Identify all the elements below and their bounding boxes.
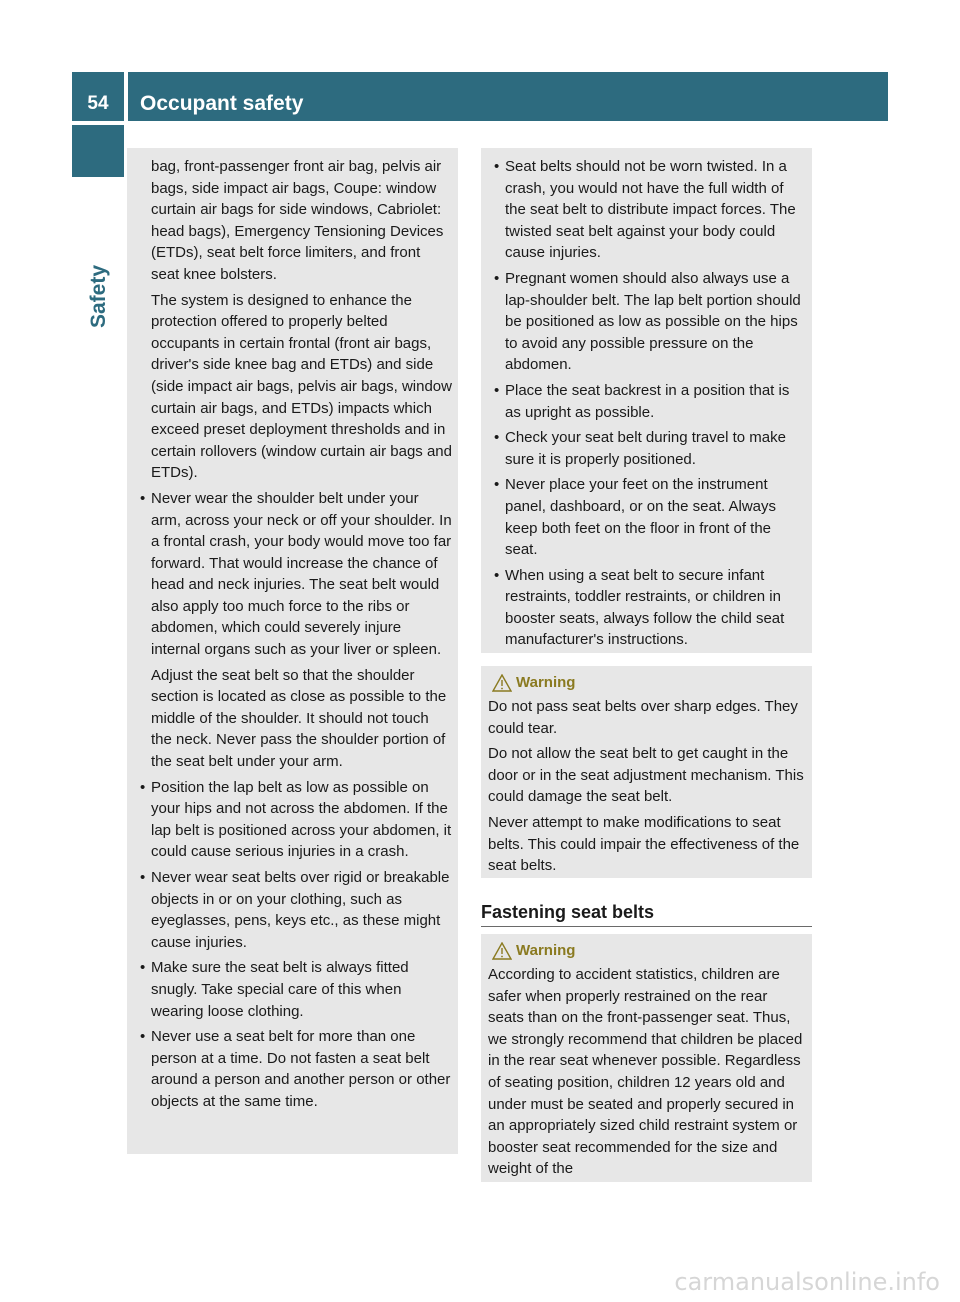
warning-triangle-icon [492,674,512,692]
page-title: Occupant safety [140,92,304,115]
intro-paragraph: bag, front-passenger front air bag, pelvis air bags, side impact air bags, Coupe: window curtain air bags for side windows, Cabriolet: head bags), Emergency Tensioning Devices (ETDs), seat belt force limiters, and front seat knee bolsters. [151,158,444,283]
warning-heading [488,672,806,694]
warning-title: Warning [516,942,576,959]
warning-text: According to accident statistics, children are safer when properly restrained on the rear seats than on the front-passenger seat. Thus, we strongly recommend that children be placed in the rear seat whenever possible. Regardless of seating position, children 12 years old and under must be seated and properly secured in an appropriately sized child restraint system or booster seat recommended for the size and weight of the [488,966,803,1178]
list-item: • Never place your feet on the instrument panel, dashboard, or on the seat. Always keep both feet on the floor in front of the seat. [487,474,806,560]
list-item: • When using a seat belt to secure infant restraints, toddler restraints, or children in booster seats, always follow the child seat manufacturer's instructions. [487,565,806,651]
warning-title: Warning [516,674,576,691]
list-item: • Place the seat backrest in a position that is as upright as possible. [487,380,806,423]
header-divider [124,72,128,121]
left-panel [127,148,458,1154]
side-tab-label: Safety [87,264,110,328]
warning-box [481,934,812,1182]
list-item: • Check your seat belt during travel to make sure it is properly positioned. [487,427,806,470]
list-item-continuation: Adjust the seat belt so that the shoulder section is located as close as possible to the middle of the shoulder. It should not touch the neck. Never pass the shoulder portion of the seat belt under your arm. [151,666,447,771]
system-paragraph: The system is designed to enhance the protection offered to properly belted occupants in certain frontal (front air bags, driver's side knee bag and ETDs) and side (side impact air bags, pelvis air bags, window curtain air bags, and ETDs) impacts which exceed preset deployment thresholds and in certain rollovers (window curtain air bags and ETDs). [151,291,452,482]
section-marker [72,125,124,177]
warning-text: Do not allow the seat belt to get caught in the door or in the seat adjustment mechanism. This could damage the seat belt. [488,745,804,806]
warning-text: Do not pass seat belts over sharp edges. They could tear. [488,698,798,737]
list-item: • Pregnant women should also always use a lap-shoulder belt. The lap belt portion should be positioned as low as possible on the hips to avoid any possible pressure on the abdomen. [487,268,806,376]
warning-box [481,666,812,878]
section-heading: Fastening seat belts [481,900,812,927]
watermark: carmanualsonline.info [674,1268,940,1296]
list-item: • Position the lap belt as low as possible on your hips and not across the abdomen. If the lap belt is positioned across your abdomen, it could cause serious injuries in a crash. [133,777,452,863]
list-item: • Make sure the seat belt is always fitted snugly. Take special care of this when wearing loose clothing. [133,957,452,1022]
right-panel [481,148,812,653]
list-item: • Never wear seat belts over rigid or breakable objects in or on your clothing, such as eyeglasses, pens, keys etc., as these might cause injuries. [133,867,452,953]
warning-text: Never attempt to make modifications to seat belts. This could impair the effectiveness of the seat belts. [488,813,800,875]
warning-triangle-icon [492,942,512,960]
list-item: • Seat belts should not be worn twisted. In a crash, you would not have the full width of the seat belt to distribute impact forces. The twisted seat belt against your body could cause injuries. [487,156,806,264]
warning-heading [488,940,806,962]
side-tab [86,178,112,328]
page-number: 54 [87,93,109,114]
list-item: • Never wear the shoulder belt under your arm, across your neck or off your shoulder. In a frontal crash, your body would move too far forward. That would increase the chance of head and neck injuries. The seat belt would also apply too much force to the ribs or abdomen, which could severely injure internal organs such as your liver or spleen. [133,488,452,661]
list-item: • Never use a seat belt for more than one person at a time. Do not fasten a seat belt around a person and another person or other objects at the same time. [133,1026,452,1112]
